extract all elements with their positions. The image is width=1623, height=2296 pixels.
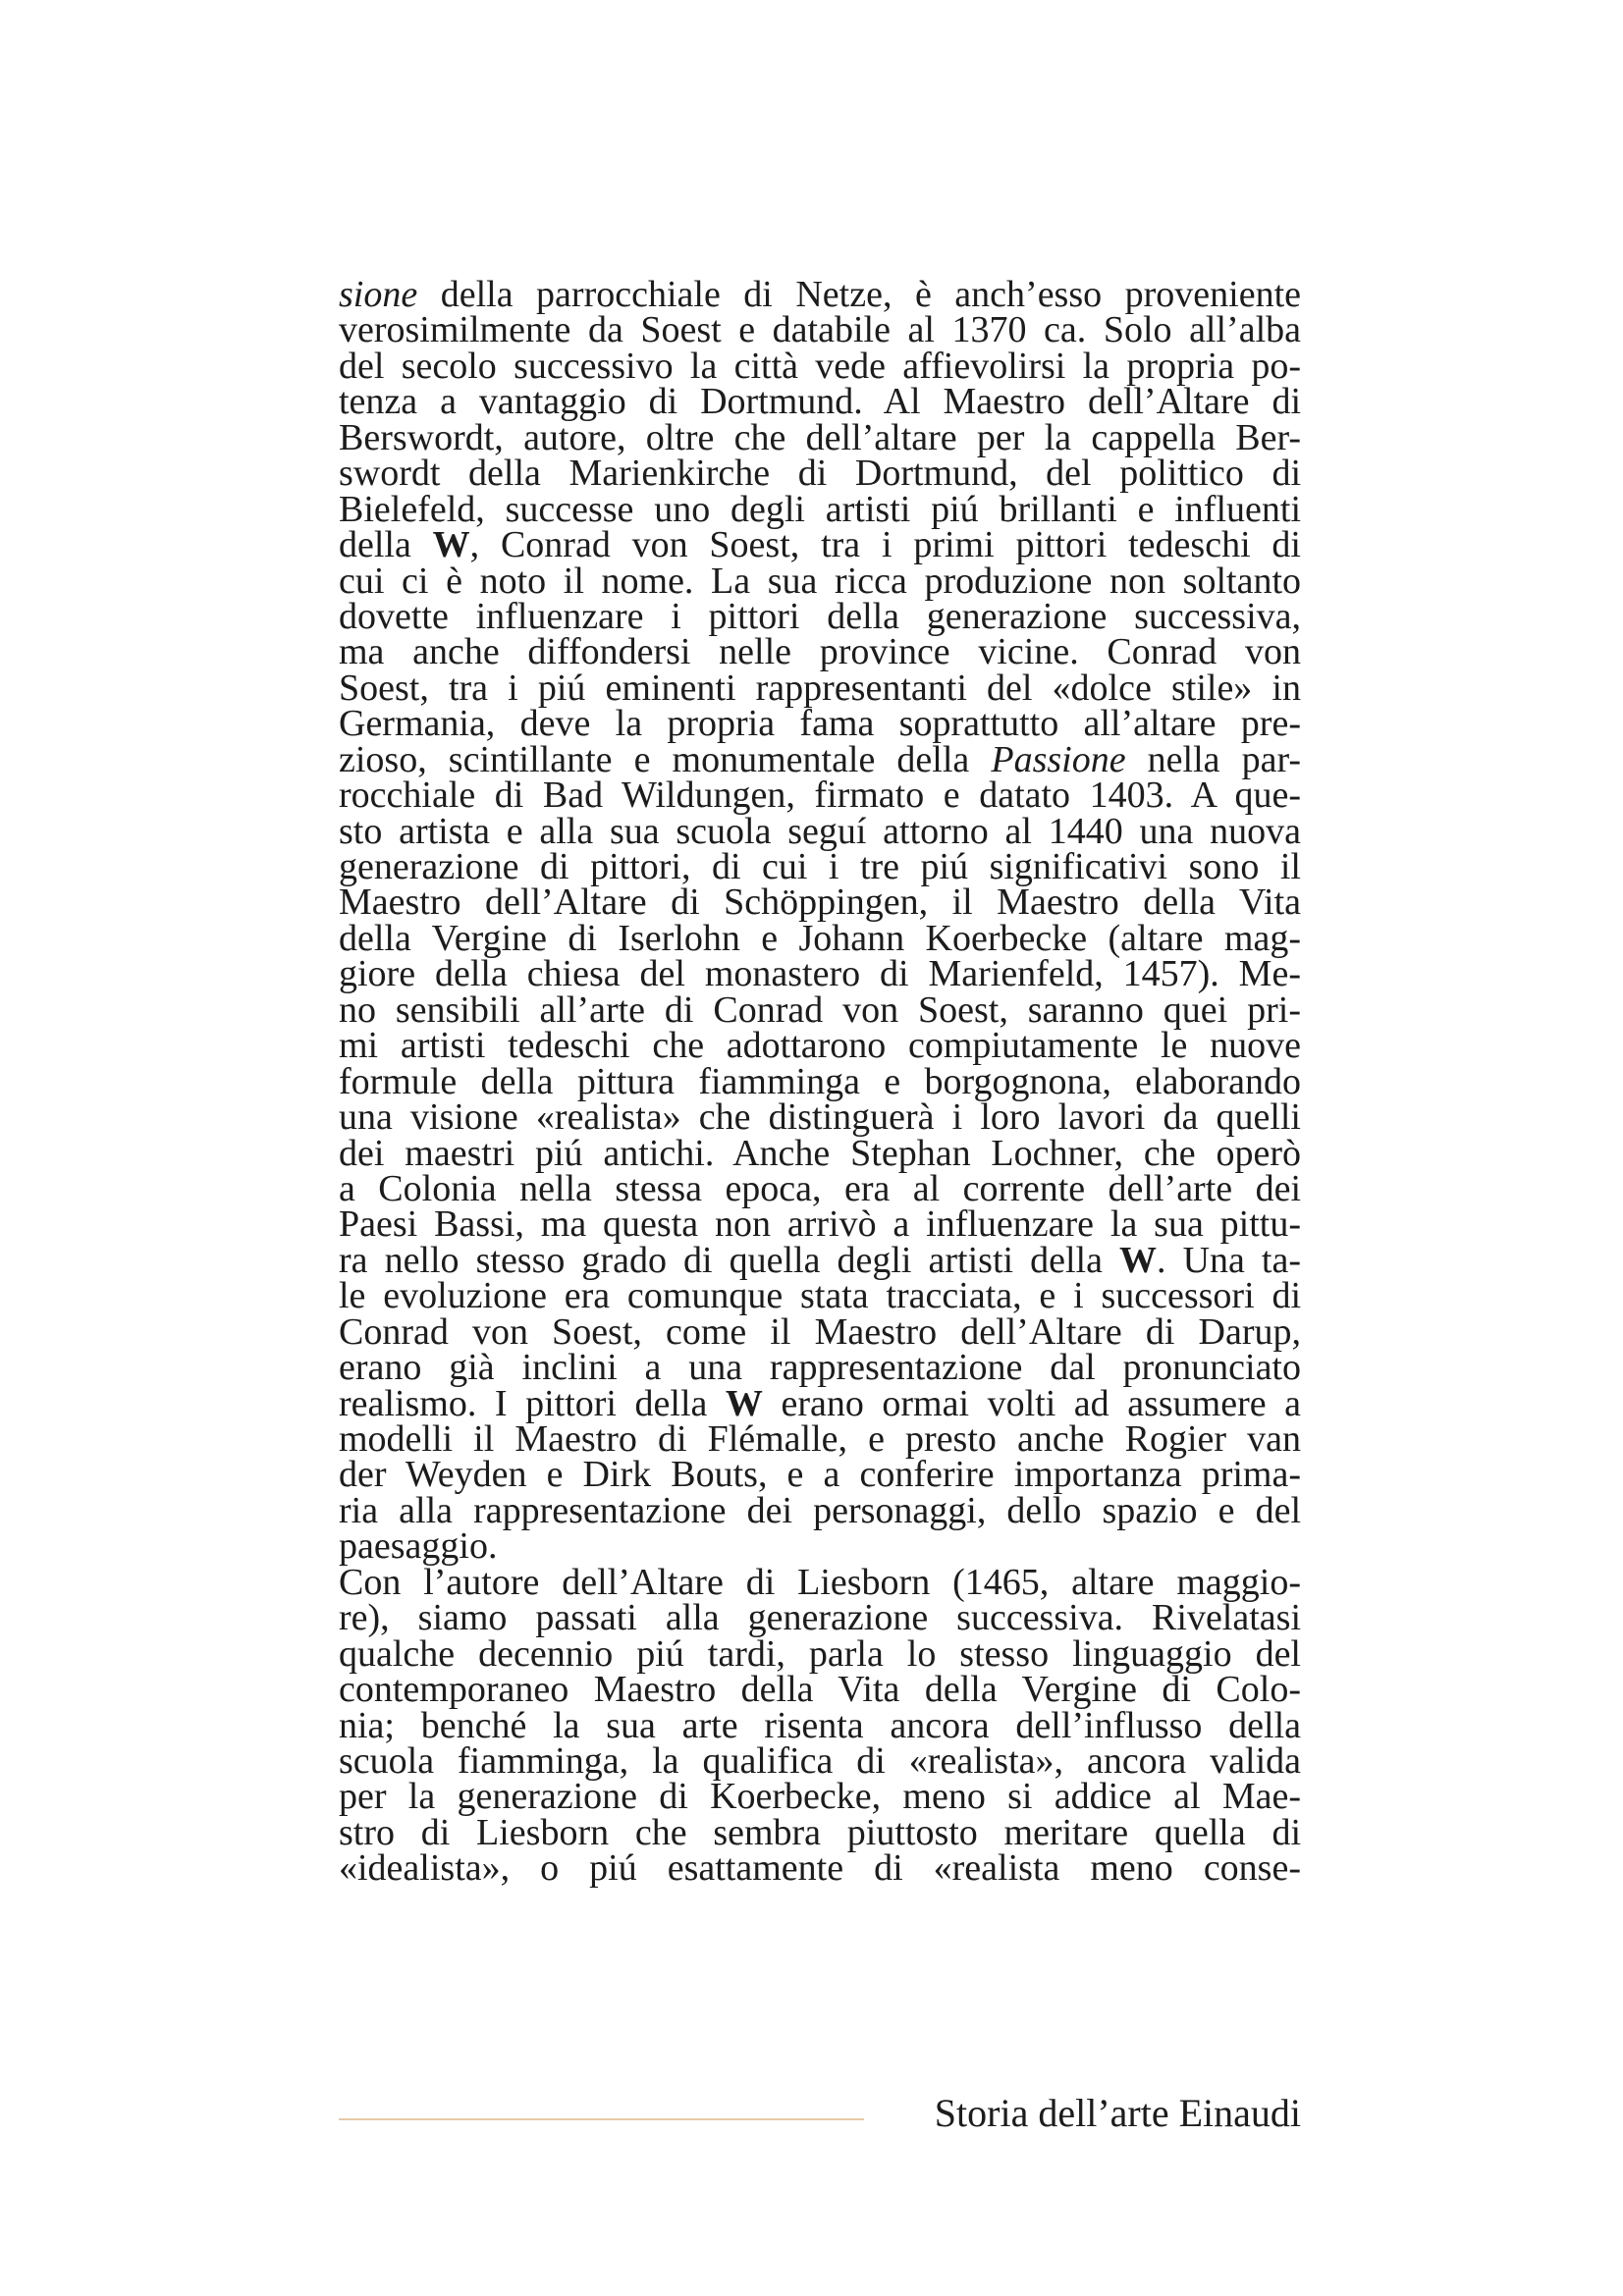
text-line	[339, 274, 1301, 315]
text-line	[339, 846, 1301, 887]
text-line	[339, 1454, 1301, 1496]
text-line	[339, 1418, 1301, 1460]
text-run: realismo. I pittori della	[339, 1382, 726, 1424]
text-run: formule della pittura fiamminga e borgognona, elaborando	[339, 1060, 1301, 1102]
text-run: della Vergine di Iserlohn e Johann Koerbecke (altare mag-	[339, 917, 1301, 959]
text-run: per la generazione di Koerbecke, meno si addice al Mae-	[339, 1776, 1301, 1818]
text-run: della parrocchiale di Netze, è anch’esso proveniente	[417, 274, 1301, 315]
text-line	[339, 1203, 1301, 1246]
italic-text: Passione	[991, 738, 1126, 780]
text-line	[339, 1060, 1301, 1102]
text-line	[339, 453, 1301, 495]
text-line	[339, 667, 1301, 709]
text-line	[339, 595, 1301, 637]
text-run: del secolo successivo la città vede affievolirsi la propria po-	[339, 345, 1301, 387]
text-line	[339, 1382, 1301, 1424]
text-run: ma anche diffondersi nelle province vicine. Conrad von	[339, 631, 1301, 673]
body-text	[339, 274, 1301, 1890]
bold-glyph: W	[1119, 1239, 1158, 1281]
text-run: Soest, tra i piú eminenti rappresentanti del «dolce stile» in	[339, 667, 1301, 709]
text-line	[339, 1811, 1301, 1853]
text-line	[339, 881, 1301, 924]
text-line	[339, 953, 1301, 995]
text-run: scuola fiamminga, la qualifica di «realista», ancora valida	[339, 1739, 1301, 1782]
text-run: swordt della Marienkirche di Dortmund, del polittico di	[339, 453, 1301, 495]
text-run: stro di Liesborn che sembra piuttosto meritare quella di	[339, 1811, 1301, 1853]
text-line	[339, 1132, 1301, 1174]
text-run: cui ci è noto il nome. La sua ricca produzione non soltanto	[339, 560, 1301, 602]
text-line	[339, 1632, 1301, 1675]
text-line	[339, 1489, 1301, 1531]
text-run: nella par-	[1125, 738, 1301, 780]
bold-glyph: W	[725, 1382, 763, 1424]
text-run: ra nello stesso grado di quella degli artisti della	[339, 1239, 1120, 1281]
text-line	[339, 810, 1301, 852]
text-run: della	[339, 524, 433, 566]
text-run: der Weyden e Dirk Bouts, e a conferire importanza prima-	[339, 1454, 1301, 1496]
text-line	[339, 1096, 1301, 1139]
text-run: sto artista e alla sua scuola seguí attorno al 1440 una nuova	[339, 810, 1301, 852]
text-run: Con l’autore dell’Altare di Liesborn (1465, altare maggio-	[339, 1561, 1301, 1603]
text-line	[339, 416, 1301, 458]
text-line	[339, 488, 1301, 530]
text-line	[339, 1597, 1301, 1639]
text-run: Bielefeld, successe uno degli artisti piú brillanti e influenti	[339, 488, 1301, 530]
text-line	[339, 1704, 1301, 1746]
text-run: Conrad von Soest, come il Maestro dell’Altare di Darup,	[339, 1310, 1301, 1353]
text-run: Paesi Bassi, ma questa non arrivò a influenzare la sua pittu-	[339, 1203, 1301, 1246]
text-line	[339, 774, 1301, 817]
text-line	[339, 1347, 1301, 1389]
text-run: dei maestri piú antichi. Anche Stephan Lochner, che operò	[339, 1132, 1301, 1174]
text-run: erano già inclini a una rappresentazione dal pronunciato	[339, 1347, 1301, 1389]
text-line	[339, 917, 1301, 959]
text-run: le evoluzione era comunque stata tracciata, e i successori di	[339, 1275, 1301, 1317]
text-line	[339, 988, 1301, 1031]
text-line	[339, 1167, 1301, 1209]
bold-glyph: W	[432, 524, 470, 566]
text-run: re), siamo passati alla generazione successiva. Rivelatasi	[339, 1597, 1301, 1639]
text-run: . Una ta-	[1157, 1239, 1301, 1281]
footer-title: Storia dell’arte Einaudi	[934, 2091, 1301, 2135]
footer-rule	[339, 2118, 864, 2120]
text-run: ria alla rappresentazione dei personaggi, dello spazio e del	[339, 1489, 1301, 1531]
text-run: Berswordt, autore, oltre che dell’altare per la cappella Ber-	[339, 416, 1301, 458]
text-line	[339, 1669, 1301, 1711]
italic-text: sione	[339, 274, 418, 315]
text-run: Germania, deve la propria fama soprattutto all’altare pre-	[339, 703, 1301, 745]
text-run: una visione «realista» che distinguerà i loro lavori da quelli	[339, 1096, 1301, 1139]
text-line	[339, 1310, 1301, 1353]
text-run: verosimilmente da Soest e databile al 1370 ca. Solo all’alba	[339, 309, 1301, 351]
text-run: paesaggio.	[339, 1525, 498, 1568]
text-line	[339, 738, 1301, 780]
text-line	[339, 560, 1301, 602]
text-run: tenza a vantaggio di Dortmund. Al Maestro dell’Altare di	[339, 381, 1301, 423]
text-line	[339, 1739, 1301, 1782]
text-run: dovette influenzare i pittori della generazione successiva,	[339, 595, 1301, 637]
text-line	[339, 1776, 1301, 1818]
text-line	[339, 1525, 1301, 1568]
text-run: Maestro dell’Altare di Schöppingen, il Maestro della Vita	[339, 881, 1301, 924]
text-line	[339, 309, 1301, 351]
text-line	[339, 345, 1301, 387]
text-run: erano ormai volti ad assumere a	[762, 1382, 1301, 1424]
text-run: zioso, scintillante e monumentale della	[339, 738, 992, 780]
text-line	[339, 524, 1301, 566]
text-line	[339, 1847, 1301, 1890]
text-run: modelli il Maestro di Flémalle, e presto anche Rogier van	[339, 1418, 1301, 1460]
text-run: a Colonia nella stessa epoca, era al corrente dell’arte dei	[339, 1167, 1301, 1209]
text-run: contemporaneo Maestro della Vita della Vergine di Colo-	[339, 1669, 1301, 1711]
text-run: «idealista», o piú esattamente di «realista meno conse-	[339, 1847, 1301, 1890]
text-run: , Conrad von Soest, tra i primi pittori tedeschi di	[469, 524, 1301, 566]
text-run: mi artisti tedeschi che adottarono compiutamente le nuove	[339, 1025, 1301, 1067]
text-run: rocchiale di Bad Wildungen, firmato e datato 1403. A que-	[339, 774, 1301, 817]
text-run: giore della chiesa del monastero di Marienfeld, 1457). Me-	[339, 953, 1301, 995]
text-line	[339, 1239, 1301, 1281]
text-line	[339, 381, 1301, 423]
text-run: generazione di pittori, di cui i tre piú significativi sono il	[339, 846, 1301, 887]
text-run: nia; benché la sua arte risenta ancora dell’influsso della	[339, 1704, 1301, 1746]
text-line	[339, 1561, 1301, 1603]
text-line	[339, 703, 1301, 745]
text-line	[339, 631, 1301, 673]
text-line	[339, 1025, 1301, 1067]
text-line	[339, 1275, 1301, 1317]
text-run: no sensibili all’arte di Conrad von Soest, saranno quei pri-	[339, 988, 1301, 1031]
text-run: qualche decennio piú tardi, parla lo stesso linguaggio del	[339, 1632, 1301, 1675]
